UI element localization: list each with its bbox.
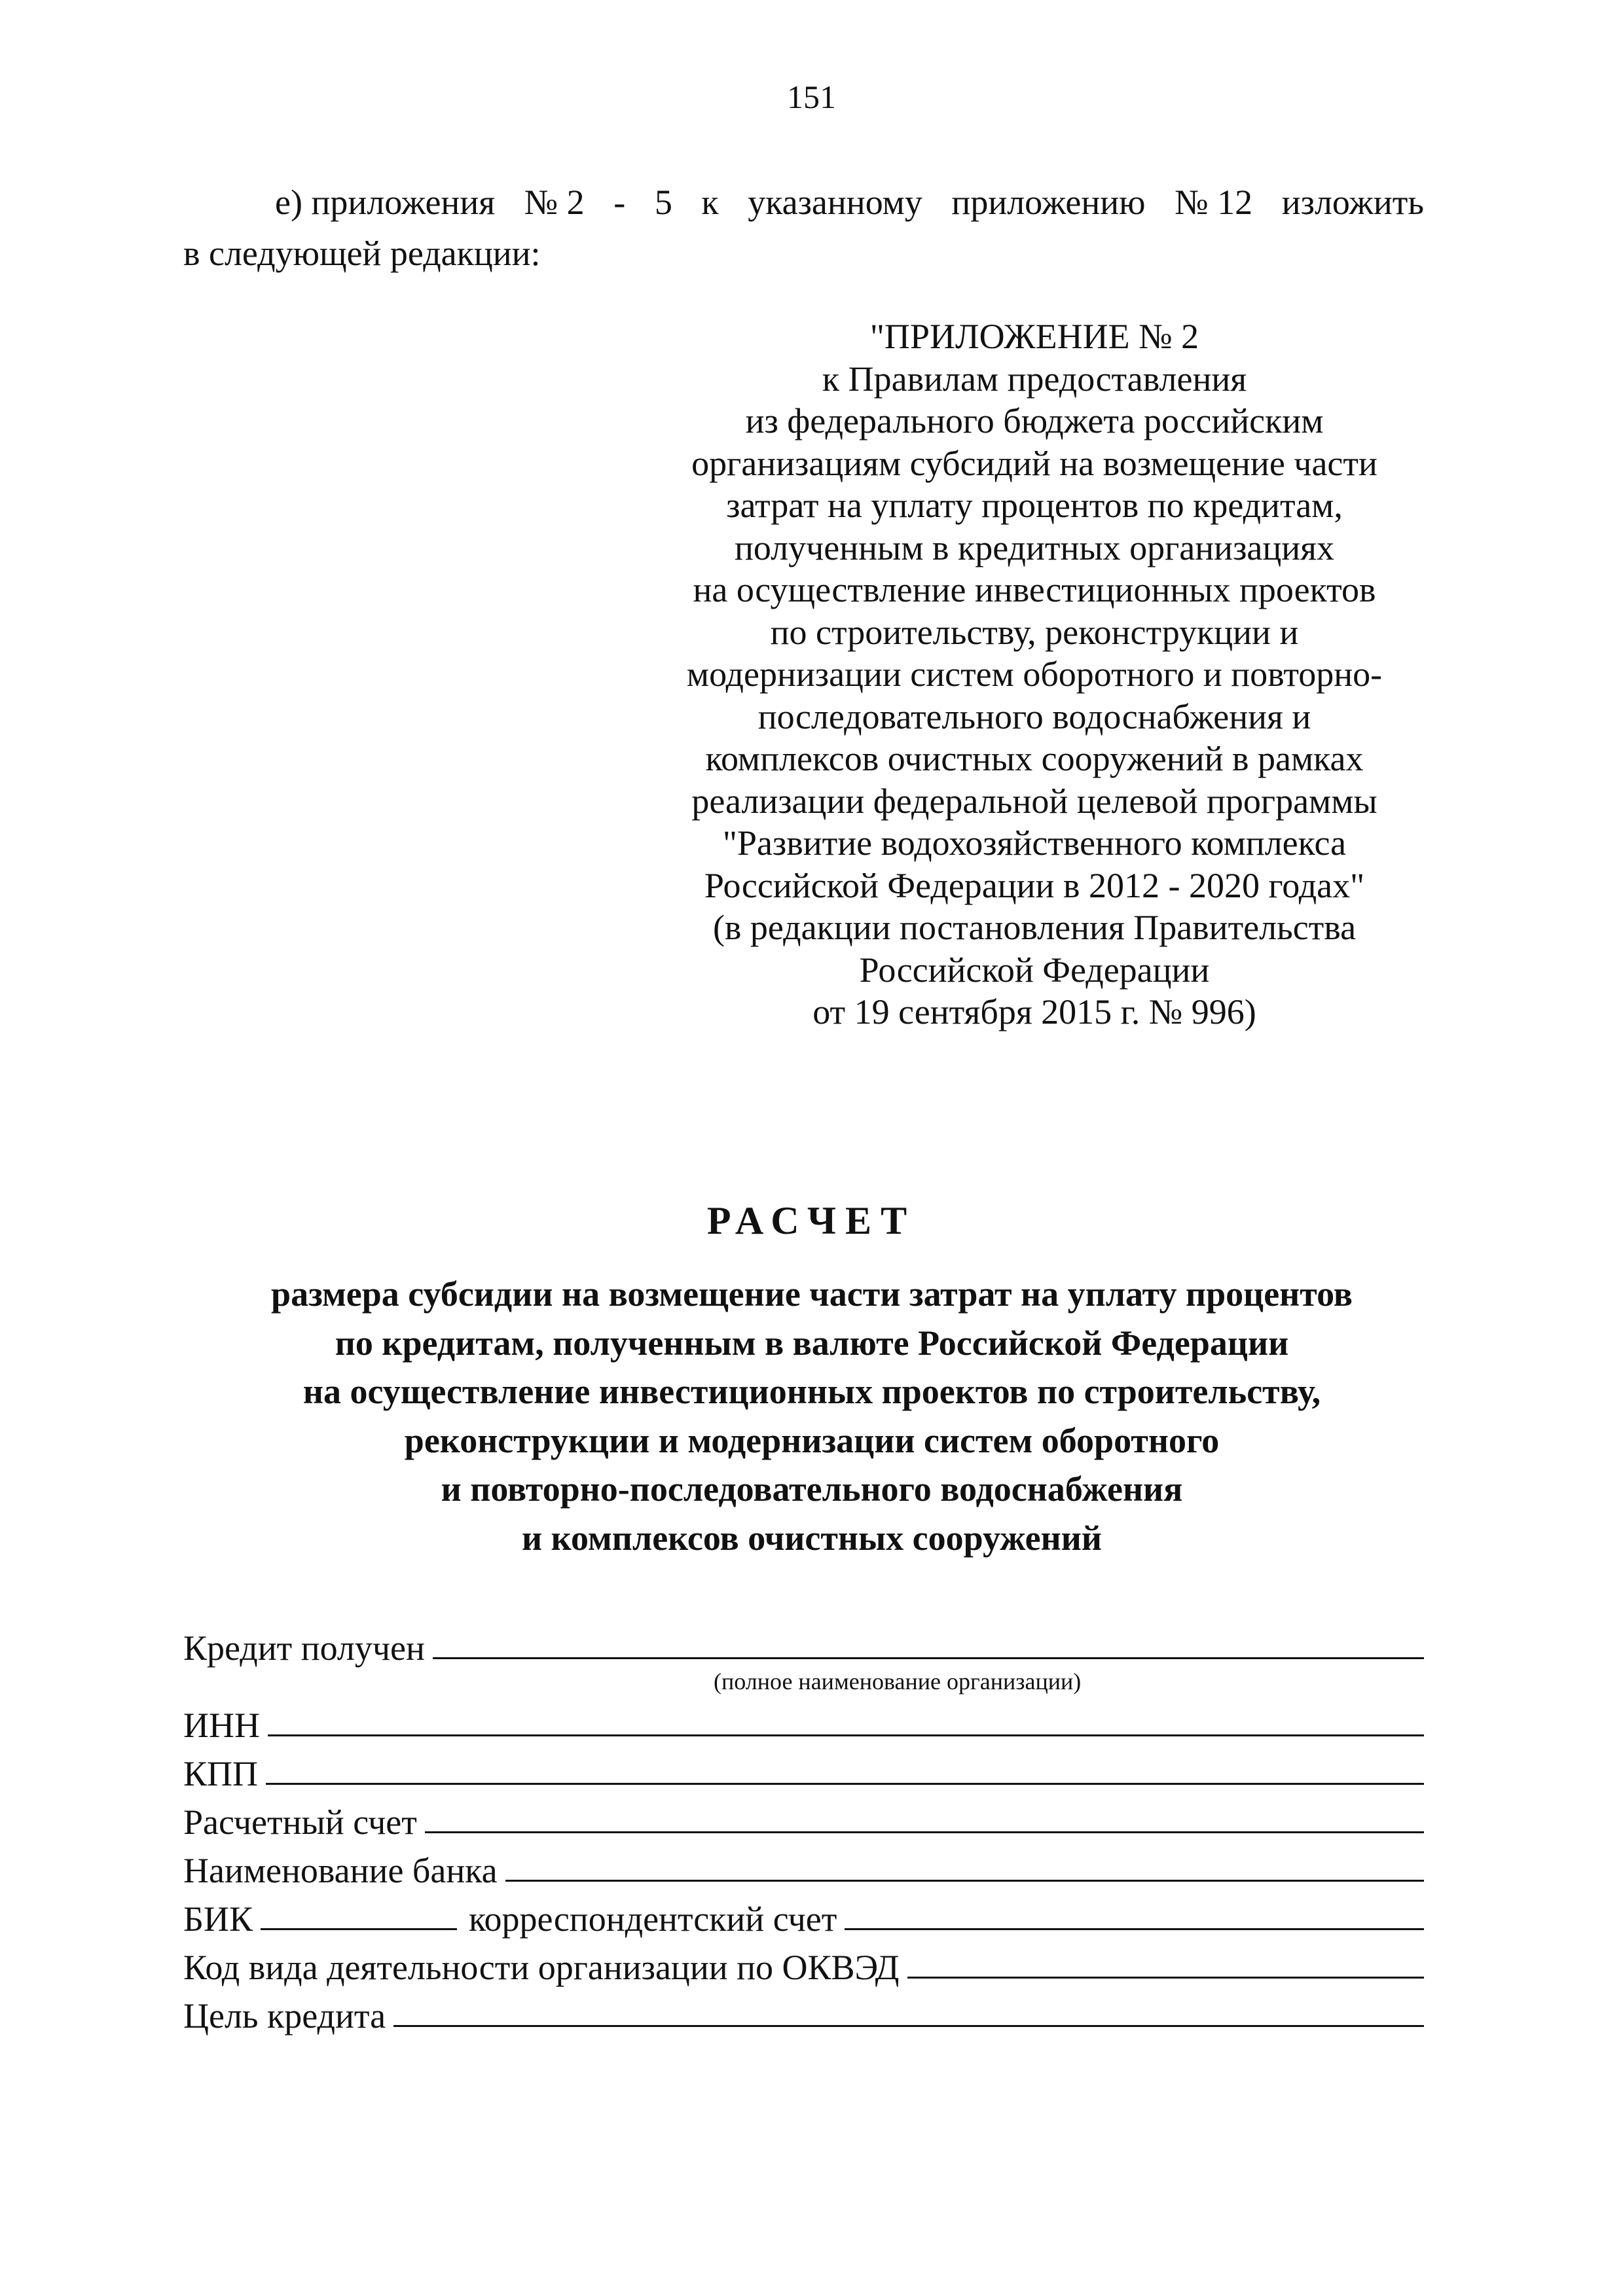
- appendix-line: организациям субсидий на возмещение части: [691, 443, 1377, 483]
- inn-row: [183, 1697, 1424, 1746]
- appendix-line: по строительству, реконструкции и: [770, 612, 1299, 652]
- intro-word: приложению: [951, 183, 1146, 222]
- subtitle-line: размера субсидии на возмещение части затрат на уплату процентов: [271, 1274, 1353, 1314]
- appendix-line: (в редакции постановления Правительства: [712, 908, 1357, 947]
- intro-word: № 12: [1175, 183, 1253, 222]
- intro-word: изложить: [1281, 183, 1424, 222]
- calculation-subtitle: [131, 1270, 1493, 1562]
- appendix-header-block: [642, 315, 1427, 1033]
- requisites-form: [183, 1620, 1424, 2036]
- corr-account-label: корреспондентский счет: [469, 1899, 837, 1939]
- page-number: 151: [787, 79, 836, 115]
- appendix-line: Российской Федерации в 2012 - 2020 годах": [704, 865, 1365, 905]
- bank-row: [183, 1842, 1424, 1891]
- appendix-line: на осуществление инвестиционных проектов: [693, 570, 1376, 609]
- bank-field[interactable]: [505, 1879, 1424, 1882]
- credit-received-label: Кредит получен: [183, 1628, 425, 1668]
- appendix-line: Российской Федерации: [859, 950, 1210, 990]
- okved-row: [183, 1939, 1424, 1988]
- account-field[interactable]: [425, 1831, 1424, 1833]
- bank-label: Наименование банка: [183, 1851, 498, 1890]
- appendix-line: из федерального бюджета российским: [745, 401, 1324, 440]
- intro-paragraph: [183, 177, 1424, 279]
- appendix-line: полученным в кредитных организациях: [735, 528, 1334, 567]
- appendix-line: к Правилам предоставления: [822, 359, 1247, 399]
- purpose-row: [183, 1988, 1424, 2036]
- kpp-row: [183, 1746, 1424, 1794]
- okved-field[interactable]: [907, 1976, 1425, 1979]
- kpp-field[interactable]: [266, 1782, 1424, 1785]
- inn-label: ИНН: [183, 1706, 260, 1745]
- corr-account-field[interactable]: [845, 1928, 1424, 1930]
- subtitle-line: и повторно-последовательного водоснабжения: [441, 1469, 1183, 1509]
- okved-label: Код вида деятельности организации по ОКВЭД: [183, 1948, 900, 1987]
- intro-line-1: [183, 177, 1424, 228]
- appendix-line: реализации федеральной целевой программы: [691, 781, 1377, 821]
- calculation-title: РАСЧЕТ: [706, 1199, 917, 1242]
- appendix-line: "Развитие водохозяйственного комплекса: [722, 823, 1347, 863]
- bik-row: [183, 1891, 1424, 1939]
- subtitle-line: реконструкции и модернизации систем оборотного: [404, 1420, 1220, 1460]
- intro-word: -: [613, 183, 626, 222]
- intro-word: указанному: [748, 183, 922, 222]
- appendix-line: от 19 сентября 2015 г. № 996): [812, 992, 1256, 1031]
- kpp-label: КПП: [183, 1754, 259, 1793]
- intro-word: 5: [654, 183, 672, 222]
- appendix-line: последовательного водоснабжения и: [757, 696, 1311, 736]
- intro-word: № 2: [524, 183, 585, 222]
- appendix-line: комплексов очистных сооружений в рамках: [705, 739, 1364, 778]
- intro-word: к: [701, 183, 719, 222]
- bik-label: БИК: [183, 1899, 253, 1939]
- account-label: Расчетный счет: [183, 1803, 417, 1842]
- appendix-line: затрат на уплату процентов по кредитам,: [726, 486, 1343, 525]
- subtitle-line: по кредитам, полученным в валюте Российской Федерации: [335, 1323, 1289, 1363]
- subtitle-line: на осуществление инвестиционных проектов по строительству,: [302, 1372, 1321, 1411]
- account-row: [183, 1794, 1424, 1842]
- bik-field[interactable]: [261, 1928, 457, 1930]
- credit-received-row: [183, 1620, 1424, 1668]
- intro-line-2: в следующей редакции:: [183, 234, 541, 273]
- inn-field[interactable]: [268, 1734, 1424, 1736]
- appendix-line: модернизации систем оборотного и повторно-: [686, 655, 1383, 694]
- purpose-field[interactable]: [393, 2024, 1424, 2027]
- intro-word: е) приложения: [275, 183, 496, 222]
- credit-received-hint: (полное наименование организации): [714, 1668, 1082, 1695]
- subtitle-line: и комплексов очистных сооружений: [522, 1518, 1102, 1558]
- purpose-label: Цель кредита: [183, 1996, 386, 2036]
- appendix-title: "ПРИЛОЖЕНИЕ № 2: [869, 317, 1199, 356]
- credit-received-field[interactable]: [433, 1657, 1424, 1659]
